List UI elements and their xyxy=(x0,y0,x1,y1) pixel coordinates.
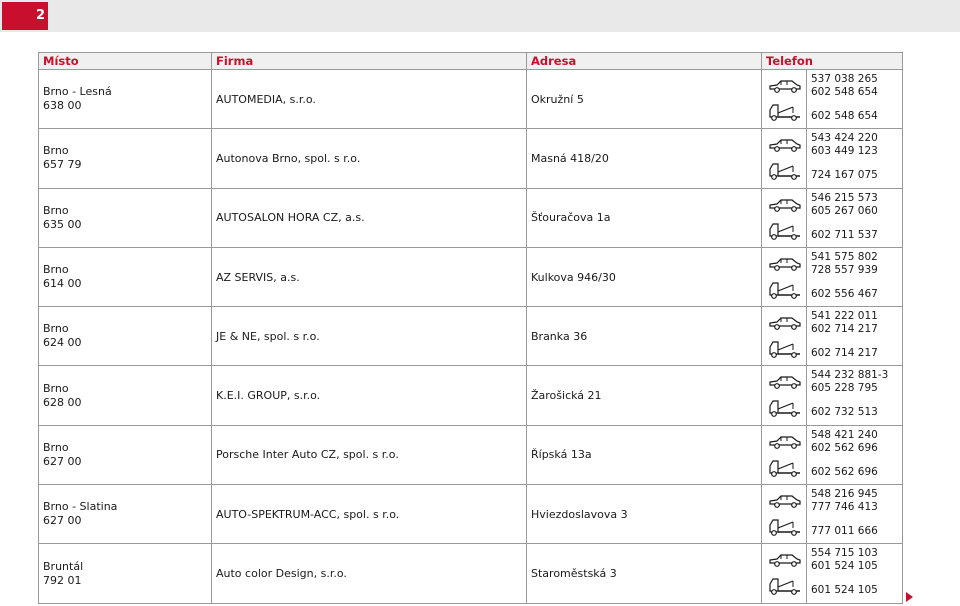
phone-cell xyxy=(807,307,903,366)
tow-truck-icon xyxy=(768,281,802,299)
table-row xyxy=(39,425,903,484)
phone-towing: 601 524 105 xyxy=(811,584,878,597)
address-cell: Řípská 13a xyxy=(527,425,762,484)
icon-cell xyxy=(762,544,807,603)
place-cell xyxy=(39,366,212,425)
phone-service-1: 541 222 011 xyxy=(811,310,878,323)
firm-cell: Porsche Inter Auto CZ, spol. s r.o. xyxy=(212,425,527,484)
place-cell xyxy=(39,188,212,247)
phone-towing: 602 714 217 xyxy=(811,347,878,360)
table-header-row xyxy=(39,53,903,70)
car-icon xyxy=(768,198,802,212)
phone-towing: 602 732 513 xyxy=(811,406,878,419)
page-number: 2 xyxy=(36,8,46,23)
phone-cell xyxy=(807,129,903,188)
phone-cell xyxy=(807,70,903,129)
table-row xyxy=(39,307,903,366)
phone-cell xyxy=(807,425,903,484)
phone-towing: 602 548 654 xyxy=(811,110,878,122)
place-zip: 624 00 xyxy=(43,336,82,350)
phone-service-2: 728 557 939 xyxy=(811,263,878,276)
phone-cell xyxy=(807,485,903,544)
next-page-arrow-icon[interactable] xyxy=(906,592,913,602)
address-cell: Okružní 5 xyxy=(527,70,762,129)
phone-service-1: 548 216 945 xyxy=(811,488,878,501)
icon-cell xyxy=(762,485,807,544)
phone-towing: 777 011 666 xyxy=(811,525,878,538)
phone-towing: 602 562 696 xyxy=(811,465,878,478)
car-icon xyxy=(768,138,802,152)
car-icon xyxy=(768,79,802,93)
phone-service-1: 541 575 802 xyxy=(811,250,878,263)
place-zip: 628 00 xyxy=(43,395,82,409)
phone-service-1: 554 715 103 xyxy=(811,547,878,560)
place-zip: 627 00 xyxy=(43,454,82,468)
address-cell: Masná 418/20 xyxy=(527,129,762,188)
place-name: Brno xyxy=(43,322,69,336)
firm-cell: JE & NE, spol. s r.o. xyxy=(212,307,527,366)
place-name: Bruntál xyxy=(43,559,84,573)
table-row xyxy=(39,70,903,129)
place-name: Brno xyxy=(43,440,69,454)
icon-cell xyxy=(762,425,807,484)
place-zip: 657 79 xyxy=(43,158,82,172)
tow-truck-icon xyxy=(768,459,802,477)
car-icon xyxy=(768,316,802,330)
phone-service-2: 602 548 654 xyxy=(811,86,878,98)
address-cell: Žarošická 21 xyxy=(527,366,762,425)
place-name: Brno xyxy=(43,203,69,217)
firm-cell: Auto color Design, s.r.o. xyxy=(212,544,527,603)
place-zip: 638 00 xyxy=(43,99,82,113)
phone-towing: 724 167 075 xyxy=(811,169,878,182)
phone-service-2: 601 524 105 xyxy=(811,560,878,573)
firm-cell: K.E.I. GROUP, s.r.o. xyxy=(212,366,527,425)
phone-service-1: 546 215 573 xyxy=(811,191,878,204)
address-cell: Branka 36 xyxy=(527,307,762,366)
place-cell xyxy=(39,425,212,484)
firm-cell: AZ SERVIS, a.s. xyxy=(212,247,527,306)
table-row xyxy=(39,485,903,544)
place-zip: 614 00 xyxy=(43,277,82,291)
phone-cell xyxy=(807,188,903,247)
place-name: Brno xyxy=(43,144,69,158)
place-name: Brno xyxy=(43,263,69,277)
place-cell xyxy=(39,247,212,306)
firm-cell: AUTO-SPEKTRUM-ACC, spol. s r.o. xyxy=(212,485,527,544)
place-zip: 635 00 xyxy=(43,217,82,231)
header-place: Místo xyxy=(39,53,212,70)
place-cell xyxy=(39,544,212,603)
place-cell xyxy=(39,70,212,129)
table-row xyxy=(39,129,903,188)
place-name: Brno xyxy=(43,381,69,395)
table-row xyxy=(39,366,903,425)
place-zip: 792 01 xyxy=(43,573,82,587)
icon-cell xyxy=(762,366,807,425)
phone-service-1: 543 424 220 xyxy=(811,132,878,145)
header-firm: Firma xyxy=(212,53,527,70)
firm-cell: AUTOMEDIA, s.r.o. xyxy=(212,70,527,129)
place-cell xyxy=(39,485,212,544)
phone-service-2: 602 714 217 xyxy=(811,323,878,336)
phone-service-1: 548 421 240 xyxy=(811,428,878,441)
tow-truck-icon xyxy=(768,340,802,358)
table-row xyxy=(39,188,903,247)
phone-service-2: 605 228 795 xyxy=(811,382,878,395)
table-row xyxy=(39,544,903,603)
phone-service-2: 603 449 123 xyxy=(811,145,878,158)
dealer-table xyxy=(38,52,903,604)
firm-cell: AUTOSALON HORA CZ, a.s. xyxy=(212,188,527,247)
phone-service-1: 544 232 881-3 xyxy=(811,369,889,382)
car-icon xyxy=(768,494,802,508)
phone-service-2: 777 746 413 xyxy=(811,501,878,514)
car-icon xyxy=(768,375,802,389)
car-icon xyxy=(768,257,802,271)
top-band xyxy=(0,0,960,32)
icon-cell xyxy=(762,307,807,366)
place-zip: 627 00 xyxy=(43,514,82,528)
place-name: Brno - Slatina xyxy=(43,500,118,514)
place-cell xyxy=(39,307,212,366)
car-icon xyxy=(768,553,802,567)
phone-towing: 602 711 537 xyxy=(811,228,878,241)
tow-truck-icon xyxy=(768,399,802,417)
phone-service-2: 605 267 060 xyxy=(811,204,878,217)
place-name: Brno - Lesná xyxy=(43,85,112,99)
tow-truck-icon xyxy=(768,103,802,121)
icon-cell xyxy=(762,247,807,306)
header-phone: Telefon xyxy=(762,53,903,70)
phone-service-1: 537 038 265 xyxy=(811,73,878,85)
table-row xyxy=(39,247,903,306)
address-cell: Šťouračova 1a xyxy=(527,188,762,247)
tow-truck-icon xyxy=(768,162,802,180)
phone-towing: 602 556 467 xyxy=(811,287,878,300)
phone-service-2: 602 562 696 xyxy=(811,441,878,454)
phone-cell xyxy=(807,366,903,425)
phone-cell xyxy=(807,247,903,306)
address-cell: Hviezdoslavova 3 xyxy=(527,485,762,544)
header-address: Adresa xyxy=(527,53,762,70)
firm-cell: Autonova Brno, spol. s r.o. xyxy=(212,129,527,188)
tow-truck-icon xyxy=(768,518,802,536)
page-number-badge xyxy=(2,2,48,30)
tow-truck-icon xyxy=(768,577,802,595)
icon-cell xyxy=(762,70,807,129)
place-cell xyxy=(39,129,212,188)
car-icon xyxy=(768,435,802,449)
phone-cell xyxy=(807,544,903,603)
icon-cell xyxy=(762,129,807,188)
tow-truck-icon xyxy=(768,222,802,240)
address-cell: Kulkova 946/30 xyxy=(527,247,762,306)
icon-cell xyxy=(762,188,807,247)
address-cell: Staroměstská 3 xyxy=(527,544,762,603)
